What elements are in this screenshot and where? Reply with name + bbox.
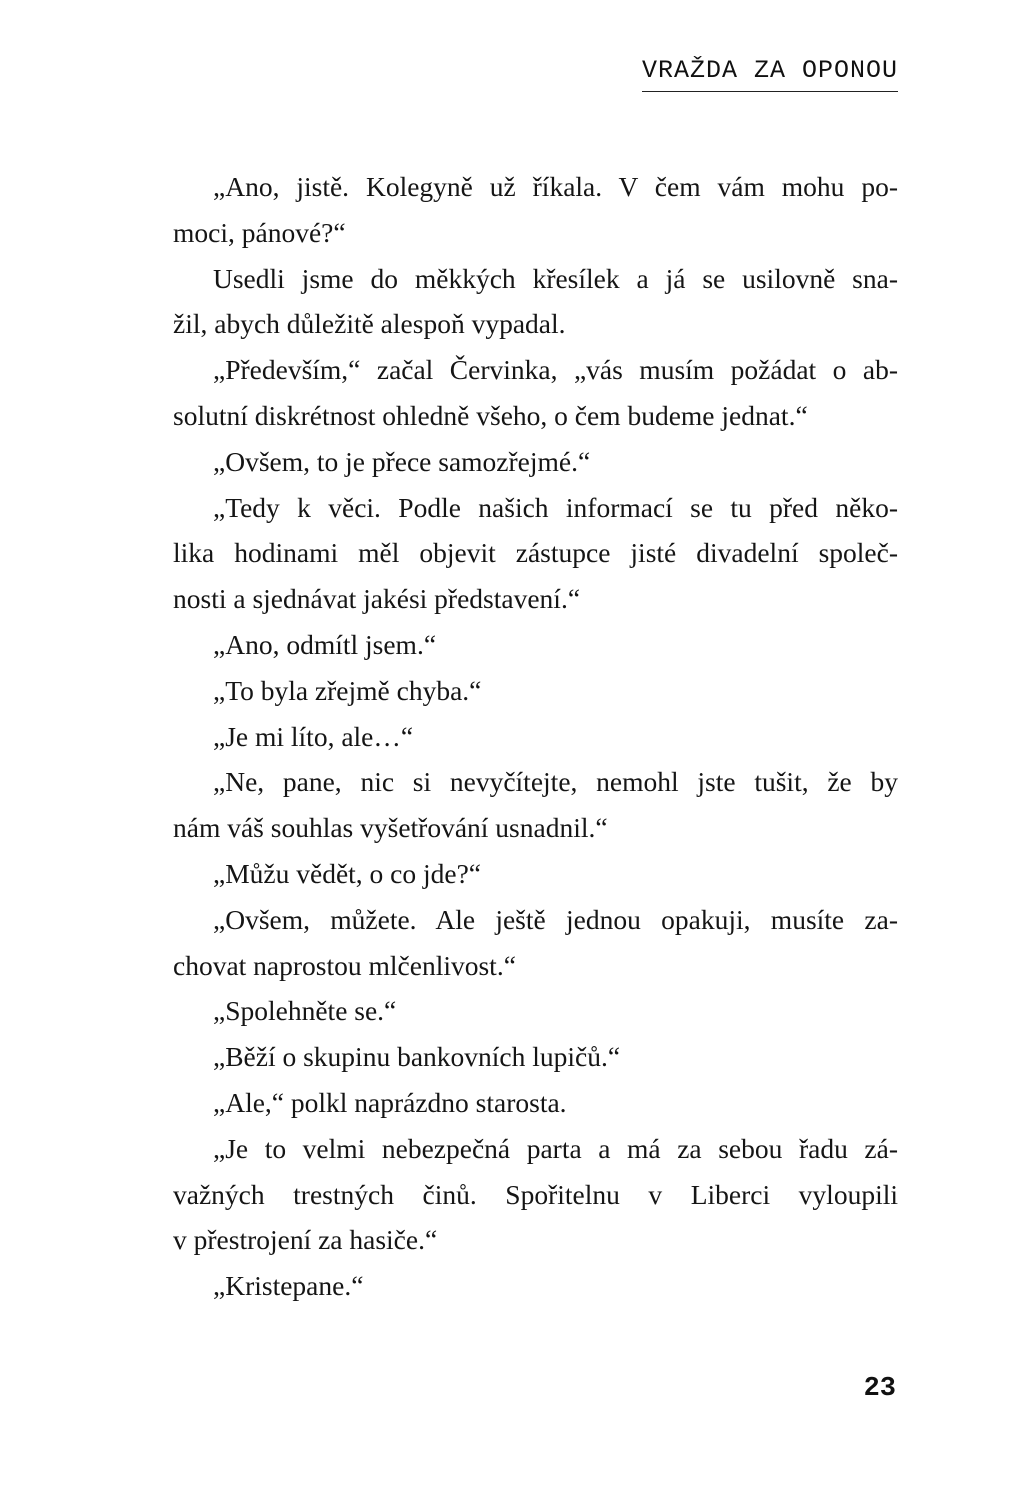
paragraph [173, 622, 898, 668]
text-line: važných trestných činů. Spořitelnu v Liberci vyloupili [173, 1178, 898, 1210]
text-line: chovat naprostou mlčenlivost.“ [173, 949, 516, 981]
text-line: nosti a sjednávat jakési představení.“ [173, 583, 581, 615]
text-line: „Ovšem, to je přece samozřejmé.“ [213, 445, 591, 477]
text-line: „Můžu vědět, o co jde?“ [213, 857, 482, 889]
text-line: moci, pánové?“ [173, 216, 346, 248]
paragraph [173, 1263, 898, 1309]
text-line: lika hodinami měl objevit zástupce jisté divadelní společ- [173, 537, 898, 569]
text-line: „Ne, pane, nic si nevyčítejte, nemohl jste tušit, že by [213, 766, 898, 798]
paragraph [173, 256, 898, 348]
text-line: „Kristepane.“ [213, 1270, 364, 1302]
paragraph [173, 164, 898, 256]
text-line: „Ovšem, můžete. Ale ještě jednou opakuji, musíte za- [213, 903, 898, 935]
body-text [173, 164, 898, 1309]
paragraph [173, 668, 898, 714]
text-line: Usedli jsme do měkkých křesílek a já se usilovně sna- [213, 262, 898, 294]
paragraph [173, 714, 898, 760]
paragraph [173, 988, 898, 1034]
paragraph [173, 347, 898, 439]
text-line: „To byla zřejmě chyba.“ [213, 674, 482, 706]
paragraph [173, 1034, 898, 1080]
text-line: „Ano, odmítl jsem.“ [213, 628, 437, 660]
text-line: v přestrojení za hasiče.“ [173, 1224, 438, 1256]
paragraph [173, 485, 898, 622]
running-head: VRAŽDA ZA OPONOU [642, 56, 898, 92]
text-line: „Tedy k věci. Podle našich informací se tu před něko- [213, 491, 898, 523]
text-line: „Především,“ začal Červinka, „vás musím požádat o ab- [213, 354, 898, 386]
text-line: „Běží o skupinu bankovních lupičů.“ [213, 1041, 621, 1073]
paragraph [173, 1126, 898, 1263]
paragraph [173, 439, 898, 485]
text-line: „Ano, jistě. Kolegyně už říkala. V čem vám mohu po- [213, 171, 898, 202]
text-line: solutní diskrétnost ohledně všeho, o čem budeme jednat.“ [173, 399, 808, 431]
text-line: „Ale,“ polkl naprázdno starosta. [213, 1086, 567, 1118]
text-line: žil, abych důležitě alespoň vypadal. [173, 308, 566, 340]
paragraph [173, 759, 898, 851]
text-line: „Spolehněte se.“ [213, 995, 397, 1027]
text-line: nám váš souhlas vyšetřování usnadnil.“ [173, 812, 608, 844]
text-line: „Je mi líto, ale…“ [213, 720, 414, 752]
text-line: „Je to velmi nebezpečná parta a má za sebou řadu zá- [213, 1132, 898, 1164]
paragraph [173, 1080, 898, 1126]
page-number: 23 [863, 1374, 896, 1404]
paragraph [173, 851, 898, 897]
paragraph [173, 897, 898, 989]
